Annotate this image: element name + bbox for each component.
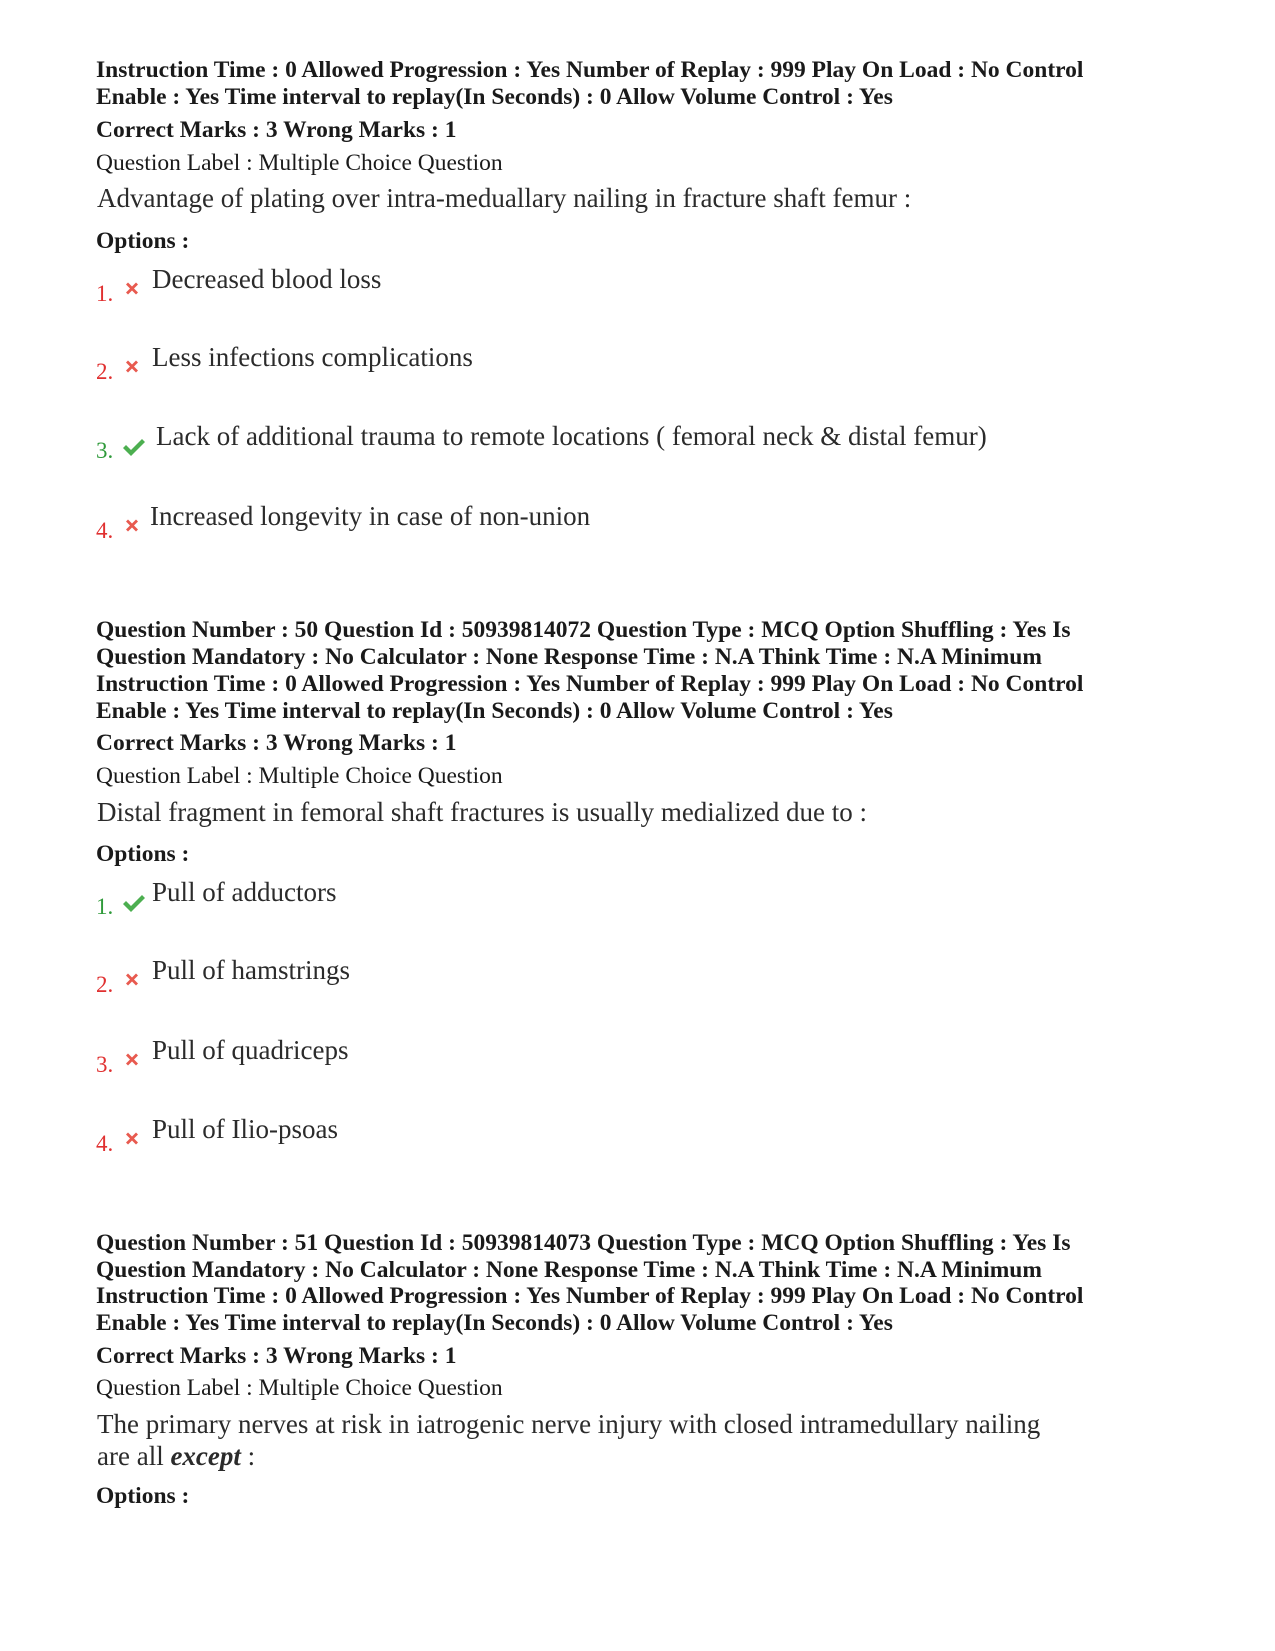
question-text-line <box>97 1440 1147 1472</box>
cross-icon <box>122 357 142 377</box>
cross-icon <box>122 279 142 299</box>
options-heading: Options : <box>96 228 190 254</box>
option-number: 2. <box>96 359 114 384</box>
option-item <box>96 263 1096 307</box>
option-item <box>96 341 1096 385</box>
option-text: Increased longevity in case of non-union <box>150 501 591 531</box>
option-number: 3. <box>96 1052 114 1077</box>
question-meta-line: Instruction Time : 0 Allowed Progression : Yes Number of Replay : 999 Play On Load : No Control <box>96 1283 1084 1309</box>
question-meta-line: Instruction Time : 0 Allowed Progression : Yes Number of Replay : 999 Play On Load : No Control <box>96 671 1084 697</box>
check-icon <box>122 892 146 914</box>
question-meta-line: Enable : Yes Time interval to replay(In Seconds) : 0 Allow Volume Control : Yes <box>96 1310 893 1336</box>
option-number: 4. <box>96 1131 114 1156</box>
cross-icon <box>122 970 142 990</box>
question-text: Distal fragment in femoral shaft fractures is usually medialized due to : <box>97 797 868 827</box>
option-item <box>96 876 1096 920</box>
question-label: Question Label : Multiple Choice Question <box>96 1375 503 1401</box>
question-meta-line: Question Mandatory : No Calculator : None Response Time : N.A Think Time : N.A Minimum <box>96 644 1042 670</box>
options-heading: Options : <box>96 841 190 867</box>
question-meta-line: Question Number : 51 Question Id : 50939814073 Question Type : MCQ Option Shuffling : Yes Is <box>96 1230 1071 1256</box>
marks-info: Correct Marks : 3 Wrong Marks : 1 <box>96 1343 457 1369</box>
question-text-suffix: : <box>240 1441 256 1471</box>
option-item <box>96 420 1096 464</box>
question-meta-line: Question Number : 50 Question Id : 50939814072 Question Type : MCQ Option Shuffling : Yes Is <box>96 617 1071 643</box>
option-text: Decreased blood loss <box>152 264 382 294</box>
question-text-prefix: are all <box>97 1441 171 1471</box>
question-label: Question Label : Multiple Choice Question <box>96 763 503 789</box>
cross-icon <box>122 1129 142 1149</box>
option-text: Pull of hamstrings <box>152 955 351 985</box>
question-meta-line: Enable : Yes Time interval to replay(In Seconds) : 0 Allow Volume Control : Yes <box>96 698 893 724</box>
question-text <box>97 1408 1147 1472</box>
option-number: 2. <box>96 972 114 997</box>
option-item <box>96 1034 1096 1078</box>
question-meta-line: Question Mandatory : No Calculator : None Response Time : N.A Think Time : N.A Minimum <box>96 1257 1042 1283</box>
question-meta-line: Instruction Time : 0 Allowed Progression : Yes Number of Replay : 999 Play On Load : No Control <box>96 57 1084 83</box>
option-number: 3. <box>96 438 114 463</box>
option-item <box>96 500 1096 544</box>
option-text: Lack of additional trauma to remote locations ( femoral neck & distal femur) <box>156 421 987 451</box>
question-text-line: The primary nerves at risk in iatrogenic nerve injury with closed intramedullary nailing <box>97 1409 1041 1439</box>
question-text: Advantage of plating over intra-meduallary nailing in fracture shaft femur : <box>97 183 912 213</box>
marks-info: Correct Marks : 3 Wrong Marks : 1 <box>96 117 457 143</box>
option-item <box>96 954 1096 998</box>
check-icon <box>122 436 146 458</box>
cross-icon <box>122 516 142 536</box>
option-item <box>96 1113 1096 1157</box>
question-label: Question Label : Multiple Choice Question <box>96 150 503 176</box>
question-meta-line: Enable : Yes Time interval to replay(In Seconds) : 0 Allow Volume Control : Yes <box>96 84 893 110</box>
option-text: Pull of adductors <box>152 877 337 907</box>
question-text-emphasis: except <box>170 1441 241 1471</box>
option-text: Pull of Ilio-psoas <box>152 1114 338 1144</box>
option-text: Pull of quadriceps <box>152 1035 349 1065</box>
marks-info: Correct Marks : 3 Wrong Marks : 1 <box>96 730 457 756</box>
option-number: 1. <box>96 894 114 919</box>
options-heading: Options : <box>96 1483 190 1509</box>
option-number: 4. <box>96 518 114 543</box>
option-text: Less infections complications <box>152 342 473 372</box>
option-number: 1. <box>96 281 114 306</box>
cross-icon <box>122 1050 142 1070</box>
